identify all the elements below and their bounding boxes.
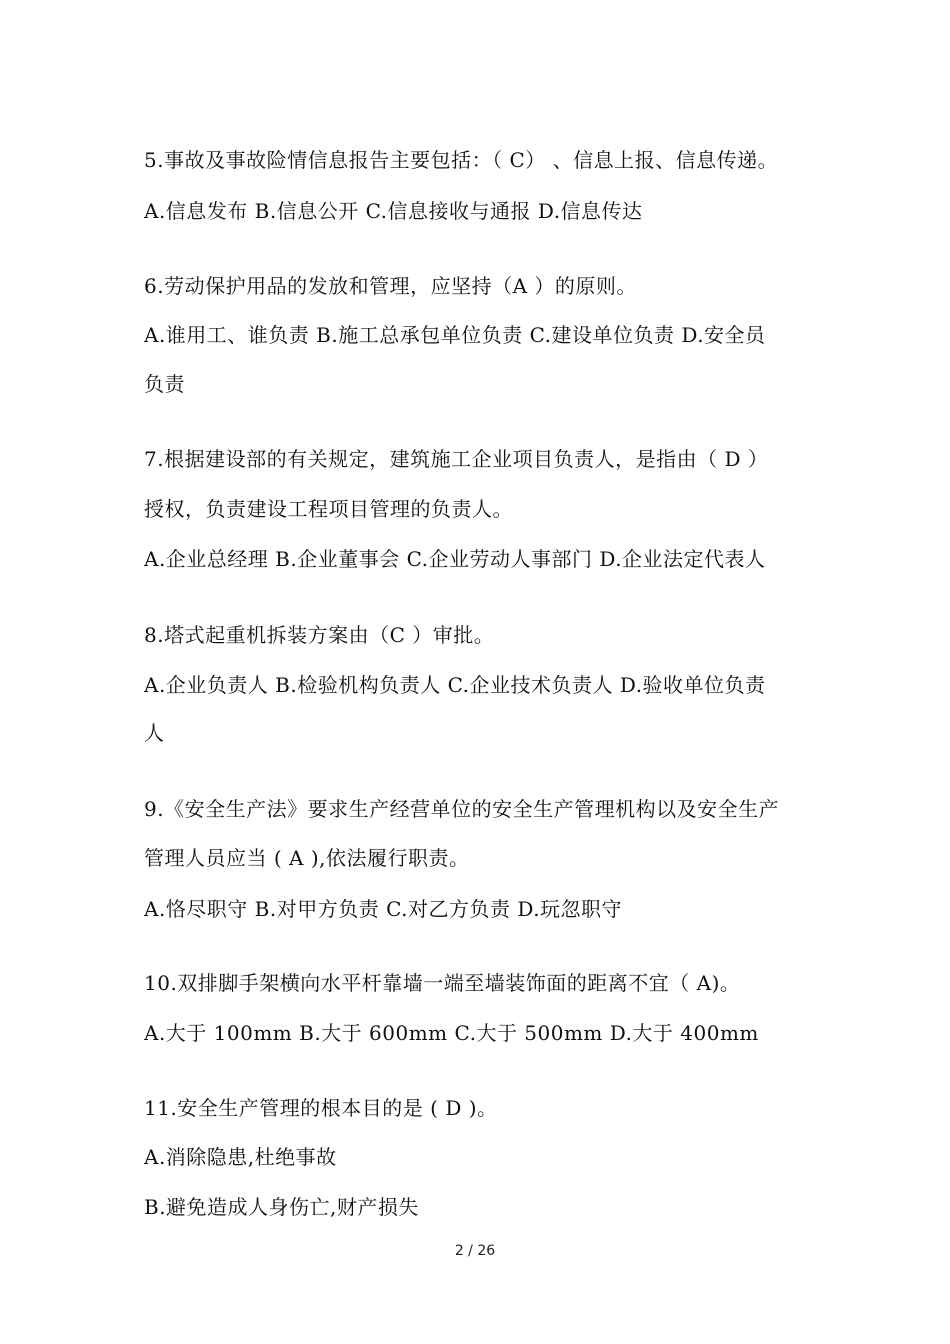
question-6-options: A.谁用工、谁负责 B.施工总承包单位负责 C.建设单位负责 D.安全员 (144, 323, 766, 347)
question-9-stem: 9.《安全生产法》要求生产经营单位的安全生产管理机构以及安全生产 (144, 797, 780, 821)
question-10-stem: 10.双排脚手架横向水平杆靠墙一端至墙装饰面的距离不宜（ A)。 (144, 971, 741, 995)
question-8-stem: 8.塔式起重机拆装方案由（C ）审批。 (144, 623, 495, 647)
question-7-options: A.企业总经理 B.企业董事会 C.企业劳动人事部门 D.企业法定代表人 (144, 547, 766, 571)
question-11-option-b: B.避免造成人身伤亡,财产损失 (144, 1195, 419, 1219)
question-5-stem: 5.事故及事故险情信息报告主要包括：（ C） 、信息上报、信息传递。 (144, 148, 779, 172)
question-9-options: A.恪尽职守 B.对甲方负责 C.对乙方负责 D.玩忽职守 (144, 897, 623, 921)
question-10-options: A.大于 100mm B.大于 600mm C.大于 500mm D.大于 400mm (144, 1021, 759, 1045)
question-8-options: A.企业负责人 B.检验机构负责人 C.企业技术负责人 D.验收单位负责 (144, 673, 766, 697)
page-number: 2 / 26 (454, 1243, 496, 1259)
question-7-stem-cont: 授权，负责建设工程项目管理的负责人。 (144, 497, 513, 521)
question-6-options-cont: 负责 (144, 372, 185, 396)
question-9-stem-cont: 管理人员应当 ( A ),依法履行职责。 (144, 846, 470, 870)
question-5-options: A.信息发布 B.信息公开 C.信息接收与通报 D.信息传达 (144, 199, 643, 223)
question-7-stem: 7.根据建设部的有关规定，建筑施工企业项目负责人，是指由（ D ） (144, 447, 769, 471)
question-11-option-a: A.消除隐患,杜绝事故 (144, 1145, 337, 1169)
question-11-stem: 11.安全生产管理的根本目的是 ( D )。 (144, 1096, 498, 1120)
question-8-options-cont: 人 (144, 721, 165, 745)
question-6-stem: 6.劳动保护用品的发放和管理，应坚持（A ）的原则。 (144, 274, 637, 298)
